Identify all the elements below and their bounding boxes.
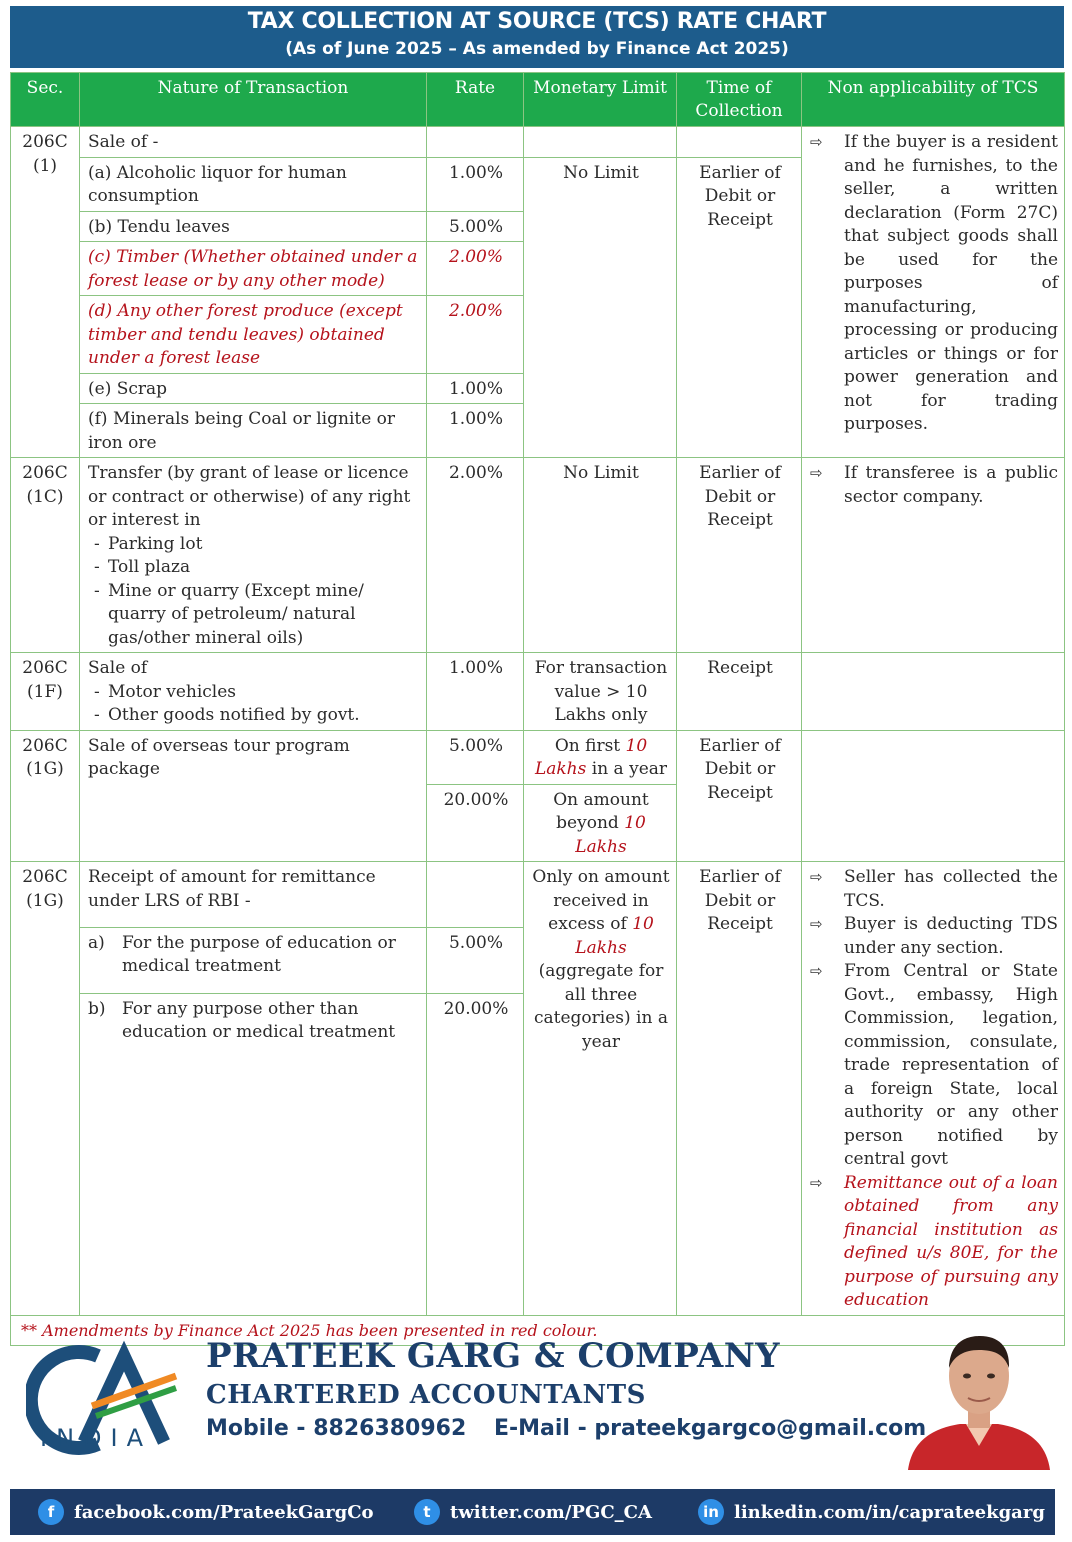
social-link-twitter[interactable] <box>414 1499 652 1525</box>
facebook-icon: f <box>38 1499 64 1525</box>
section-code: 206C (1C) <box>11 458 80 653</box>
time-cell: Receipt <box>677 653 802 731</box>
rate-cell: 1.00% <box>427 157 524 211</box>
nature-cell: Transfer (by grant of lease or licence or contract or otherwise) of any right or interest in - Parking lot - Toll plaza - Mine or quarry (Except mine/ quarry of petroleum/ natural gas/other mineral oils) <box>80 458 427 653</box>
amendment-note: ** Amendments by Finance Act 2025 has been presented in red colour. <box>11 1315 1065 1346</box>
rate-cell: 5.00% <box>427 211 524 242</box>
ca-india-logo <box>26 1336 186 1476</box>
column-header-nature: Nature of Transaction <box>80 73 427 127</box>
social-link-facebook[interactable] <box>38 1499 374 1525</box>
rate-cell <box>427 127 524 158</box>
mobile-number: Mobile - 8826380962 <box>206 1416 467 1441</box>
time-cell: Earlier of Debit or Receipt <box>677 730 802 862</box>
list-item: - Mine or quarry (Except mine/ quarry of petroleum/ natural gas/other mineral oils) <box>88 580 420 651</box>
rate-cell: 1.00% <box>427 404 524 458</box>
nature-cell-amended: (c) Timber (Whether obtained under a forest lease or by any other mode) <box>80 242 427 296</box>
social-link-text: facebook.com/PrateekGargCo <box>74 1501 374 1523</box>
rate-cell-amended: 2.00% <box>427 242 524 296</box>
time-cell: Earlier of Debit or Receipt <box>677 458 802 653</box>
nature-cell: a) For the purpose of education or medical treatment <box>80 927 427 993</box>
limit-cell: For transaction value > 10 Lakhs only <box>524 653 677 731</box>
arrow-right-icon: ⇨ <box>810 133 823 151</box>
table-row <box>11 862 1065 928</box>
email-address: E-Mail - prateekgargco@gmail.com <box>493 1416 927 1441</box>
section-code: 206C (1) <box>11 127 80 458</box>
section-code: 206C (1F) <box>11 653 80 731</box>
time-cell: Earlier of Debit or Receipt <box>677 157 802 458</box>
limit-cell: No Limit <box>524 458 677 653</box>
list-item: - Toll plaza <box>88 556 420 580</box>
rate-cell-amended: 2.00% <box>427 296 524 374</box>
nonapp-cell <box>802 653 1065 731</box>
rate-cell <box>427 862 524 928</box>
table-row <box>11 730 1065 784</box>
limit-cell: No Limit <box>524 157 677 458</box>
rate-cell: 1.00% <box>427 373 524 404</box>
list-item: ⇨ If the buyer is a resident and he furnishes, to the seller, a written declaration (Form 27C) that subject goods shall be used for the purposes of manufacturing, processing or producing articles or things or for power generation and not for trading purposes. <box>810 131 1058 437</box>
nature-cell: Sale of overseas tour program package <box>80 730 427 862</box>
partner-photo <box>904 1324 1054 1470</box>
column-header-nonapp: Non applicability of TCS <box>802 73 1065 127</box>
tcs-rate-table <box>10 72 1065 1346</box>
rate-cell: 5.00% <box>427 730 524 784</box>
social-link-text: linkedin.com/in/caprateekgarg <box>734 1501 1045 1523</box>
social-links-bar <box>10 1489 1055 1535</box>
nonapp-cell <box>802 127 1065 458</box>
nonapp-cell <box>802 862 1065 1316</box>
arrow-right-icon: ⇨ <box>810 464 823 482</box>
column-header-rate: Rate <box>427 73 524 127</box>
table-row <box>11 127 1065 158</box>
table-row <box>11 653 1065 731</box>
list-item: - Motor vehicles <box>88 681 420 705</box>
list-item: - Parking lot <box>88 533 420 557</box>
section-code: 206C (1G) <box>11 862 80 1316</box>
rate-cell: 20.00% <box>427 993 524 1315</box>
limit-cell: On amount beyond 10 Lakhs <box>524 784 677 862</box>
rate-cell: 5.00% <box>427 927 524 993</box>
limit-cell: Only on amount received in excess of 10 Lakhs (aggregate for all three categories) in a year <box>524 862 677 1316</box>
section-code: 206C (1G) <box>11 730 80 862</box>
nature-cell: Receipt of amount for remittance under LRS of RBI - <box>80 862 427 928</box>
nature-cell: Sale of - Motor vehicles - Other goods notified by govt. <box>80 653 427 731</box>
nonapp-cell <box>802 458 1065 653</box>
table-header-row <box>11 73 1065 127</box>
title-banner <box>10 6 1064 68</box>
twitter-icon: t <box>414 1499 440 1525</box>
nature-cell: (e) Scrap <box>80 373 427 404</box>
linkedin-icon: in <box>698 1499 724 1525</box>
nonapp-cell <box>802 730 1065 862</box>
firm-branding <box>0 1318 1072 1478</box>
limit-cell <box>524 127 677 158</box>
column-header-time: Time of Collection <box>677 73 802 127</box>
firm-subtitle: CHARTERED ACCOUNTANTS <box>206 1380 646 1410</box>
social-link-text: twitter.com/PGC_CA <box>450 1501 652 1523</box>
nature-cell: b) For any purpose other than education or medical treatment <box>80 993 427 1315</box>
list-item: ⇨ If transferee is a public sector company. <box>810 462 1058 509</box>
arrow-right-icon: ⇨ <box>810 868 823 886</box>
time-cell: Earlier of Debit or Receipt <box>677 862 802 1316</box>
arrow-right-icon: ⇨ <box>810 962 823 980</box>
limit-cell: On first 10 Lakhs in a year <box>524 730 677 784</box>
arrow-right-icon: ⇨ <box>810 915 823 933</box>
rate-cell: 1.00% <box>427 653 524 731</box>
list-item: ⇨ Remittance out of a loan obtained from any financial institution as defined u/s 80E, for the purpose of pursuing any education <box>810 1172 1058 1313</box>
social-link-linkedin[interactable] <box>698 1499 1045 1525</box>
nature-cell: Sale of - <box>80 127 427 158</box>
logo-india-text: INDIA <box>40 1424 153 1452</box>
nature-cell: (f) Minerals being Coal or lignite or iron ore <box>80 404 427 458</box>
table-row <box>11 458 1065 653</box>
nature-cell: (a) Alcoholic liquor for human consumption <box>80 157 427 211</box>
list-item: - Other goods notified by govt. <box>88 704 420 728</box>
arrow-right-icon: ⇨ <box>810 1173 823 1192</box>
list-item: ⇨ From Central or State Govt., embassy, High Commission, legation, commission, consulate, trade representation of a foreign State, local authority or any other person notified by central govt <box>810 960 1058 1172</box>
nature-cell: (b) Tendu leaves <box>80 211 427 242</box>
column-header-limit: Monetary Limit <box>524 73 677 127</box>
column-header-sec: Sec. <box>11 73 80 127</box>
list-item: ⇨ Seller has collected the TCS. <box>810 866 1058 913</box>
nature-cell-amended: (d) Any other forest produce (except timber and tendu leaves) obtained under a forest lease <box>80 296 427 374</box>
list-item: ⇨ Buyer is deducting TDS under any section. <box>810 913 1058 960</box>
firm-contact <box>206 1416 926 1441</box>
page-subtitle: (As of June 2025 – As amended by Finance Act 2025) <box>285 39 789 59</box>
time-cell <box>677 127 802 158</box>
rate-cell: 20.00% <box>427 784 524 862</box>
rate-cell: 2.00% <box>427 458 524 653</box>
firm-name: PRATEEK GARG & COMPANY <box>206 1336 781 1376</box>
page-title: TAX COLLECTION AT SOURCE (TCS) RATE CHART <box>247 9 827 34</box>
